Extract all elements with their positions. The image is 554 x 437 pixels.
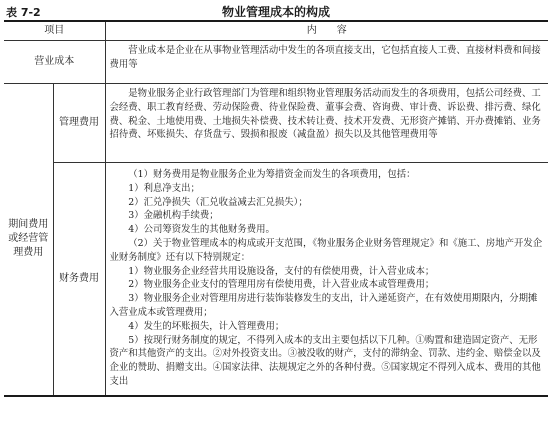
header-item: 项目 bbox=[4, 21, 105, 41]
finance-line: 4）发生的坏账损失，计入管理费用； bbox=[128, 320, 285, 332]
period-expense-label: 期间费用或经营管理费用 bbox=[4, 84, 53, 396]
operating-cost-label: 营业成本 bbox=[4, 41, 105, 84]
management-expense-row bbox=[4, 84, 548, 163]
finance-line: 2）物业服务企业支付的管理用房有偿使用费，计入营业成本或管理费用； bbox=[128, 279, 435, 291]
management-expense-label: 管理费用 bbox=[53, 84, 105, 163]
operating-cost-row bbox=[4, 41, 548, 84]
finance-line: 5）按现行财务制度的规定，不得列入成本的支出主要包括以下几种。①购置和建造固定资产、无形资产和其他资产的支出。②对外投资支出。③被没收的财产，支付的滞纳金、罚款、违约金、赔偿金以及企业的赞助、捐赠支出。④国家法律、法规规定之外的各种付费。⑤国家规定不得列入成本、费用的其他支出 bbox=[109, 334, 541, 387]
operating-cost-text: 营业成本是企业在从事物业管理活动中发生的各项直接支出，它包括直接人工费、直接材料费和间接费用等 bbox=[109, 45, 541, 70]
cost-composition-table bbox=[4, 20, 548, 397]
header-row bbox=[4, 21, 548, 41]
finance-line: 2）汇兑净损失（汇兑收益减去汇兑损失）； bbox=[128, 196, 308, 208]
table-number: 表 7-2 bbox=[6, 6, 41, 19]
finance-line: 1）利息净支出； bbox=[128, 182, 200, 194]
finance-expense-row bbox=[4, 163, 548, 396]
finance-expense-content bbox=[105, 163, 548, 396]
finance-line: 1）物业服务企业经营共用设施设备，支付的有偿使用费，计入营业成本； bbox=[128, 265, 435, 277]
table-title: 物业管理成本的构成 bbox=[221, 5, 330, 19]
finance-line: 4）公司筹资发生的其他财务费用。 bbox=[128, 224, 275, 236]
finance-expense-label: 财务费用 bbox=[53, 163, 105, 396]
operating-cost-content bbox=[105, 41, 548, 84]
finance-line: （1）财务费用是物业服务企业为筹措资金而发生的各项费用，包括： bbox=[128, 169, 416, 180]
management-expense-text: 是物业服务企业行政管理部门为管理和组织物业管理服务活动而发生的各项费用，包括公司经费、工会经费、职工教育经费、劳动保险费、待业保险费、董事会费、咨询费、审计费、诉讼费、排污费、绿化费、税金、土地使用费、土地损失补偿费、技术转让费、技术开发费、无形资产摊销、开办费摊销、业务招待费、坏账损失、存货盘亏、毁损和报废（减盘盈）损失以及其他管理费用等 bbox=[109, 88, 541, 141]
management-expense-content bbox=[105, 84, 548, 163]
finance-line: 3）金融机构手续费； bbox=[128, 210, 219, 222]
finance-line: （2）关于物业管理成本的构成或开支范围，《物业服务企业财务管理规定》和《施工、房地产开发企业财务制度》还有以下特别规定： bbox=[109, 237, 543, 263]
table-caption bbox=[4, 3, 548, 20]
header-content: 内 容 bbox=[105, 21, 548, 41]
finance-line: 3）物业服务企业对管理用房进行装饰装修发生的支出，计入递延资产，在有效使用期限内，分期摊入营业成本或管理费用； bbox=[109, 293, 538, 318]
